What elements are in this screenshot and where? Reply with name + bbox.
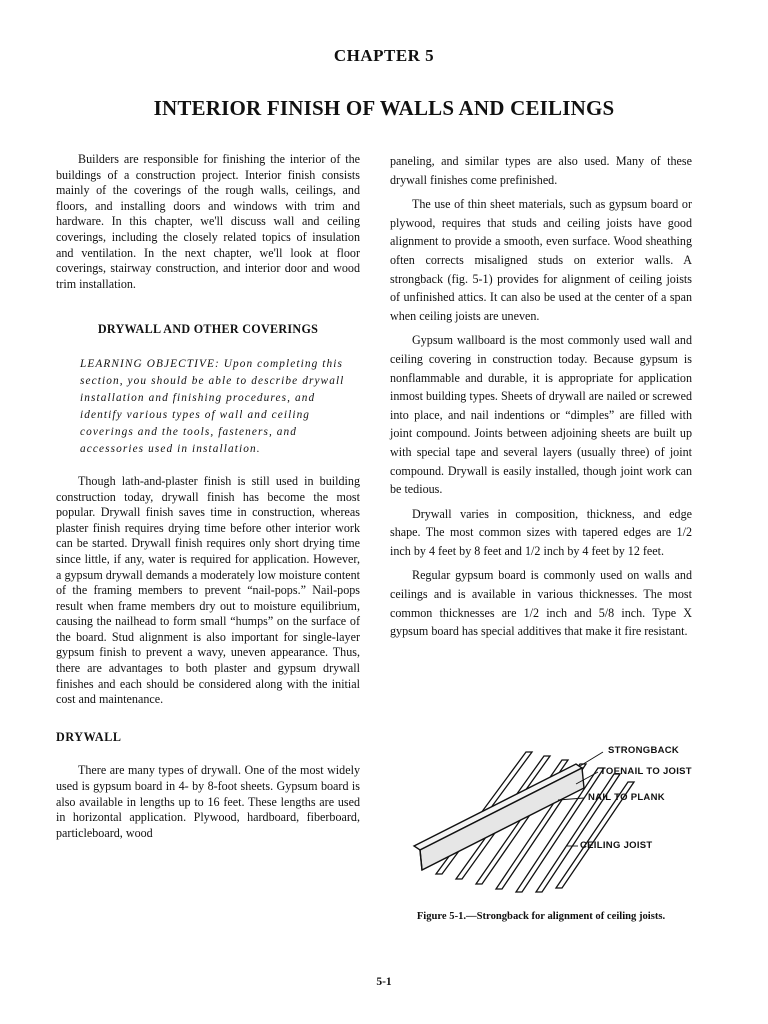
ceiling-joist-label: CEILING JOIST	[580, 840, 653, 851]
thin-sheet-paragraph: The use of thin sheet materials, such as gypsum board or plywood, requires that studs and ceiling joists have good alignment to provide a smooth, even surface. Wood sheathing often corrects misaligned studs on exterior walls. A strongback (fig. 5-1) provides for alignment of ceiling joists of unfinished attics. It can also be used at the center of a span when ceiling joists are uneven.	[390, 197, 692, 323]
left-column	[56, 152, 360, 841]
learning-objective: LEARNING OBJECTIVE: Upon completing this section, you should be able to describe drywall installation and finishing procedures, and identify various types of wall and ceiling coverings and the tools, fasteners, and accessories used in installation.	[80, 357, 345, 455]
intro-paragraph: Builders are responsible for finishing the interior of the buildings of a construction project. Interior finish consists mainly of the coverings of the rough walls, ceilings, and floors, and installing doors and windows with trim and hardware. In this chapter, we'll discuss wall and ceiling coverings, including the closely related topics of insulation and ventilation. In the next chapter, we'll look at floor coverings, stairway construction, and interior door and wood trim installation.	[56, 152, 360, 291]
right-column	[390, 152, 692, 647]
paneling-paragraph: paneling, and similar types are also used. Many of these drywall finishes come prefinished.	[390, 154, 692, 187]
drywall-sizes-paragraph: Drywall varies in composition, thickness, and edge shape. The most common sizes with tapered edges are 1/2 inch by 4 feet by 8 feet and 1/2 inch by 4 feet by 12 feet.	[390, 506, 692, 558]
gypsum-wallboard-paragraph: Gypsum wallboard is the most commonly used wall and ceiling covering in construction today. Because gypsum is nonflammable and durable, it is appropriate for application inmost building types. Sheets of drywall are nailed or screwed into place, and nail indentions or “dimples” are filled with joint compound. Joints between adjoining sheets are built up with special tape and several layers (usually three) of joint compound. Drywall is easily installed, though joint work can be tedious.	[390, 333, 692, 497]
chapter-title: INTERIOR FINISH OF WALLS AND CEILINGS	[153, 96, 615, 120]
regular-gypsum-paragraph: Regular gypsum board is commonly used on walls and ceilings and is available in various thicknesses. The most common thicknesses are 1/2 inch and 5/8 inch. Type X gypsum board has special additives that make it fire resistant.	[390, 568, 692, 639]
section-heading: DRYWALL AND OTHER COVERINGS	[97, 322, 319, 337]
figure-caption: Figure 5-1.—Strongback for alignment of ceiling joists.	[416, 911, 666, 922]
toenail-label: TOENAIL TO JOIST	[600, 766, 692, 777]
nail-plank-label: NAIL TO PLANK	[588, 792, 665, 803]
lath-plaster-paragraph: Though lath-and-plaster finish is still used in building construction today, drywall finish has become the most popular. Drywall finish saves time in construction, whereas plaster finish requires drying time before other interior work can be started. Drywall finish requires only short drying time since little, if any, water is required for application. However, a gypsum drywall demands a moderately low moisture content of the framing members to prevent “nail-pops.” Nail-pops result when frame members dry out to moisture equilibrium, causing the nailhead to form small “humps” on the surface of the board. Stud alignment is also important for single-layer gypsum finish to prevent a wavy, uneven appearance. Thus, there are advantages to both plaster and gypsum drywall finishes and each should be considered along with the initial cost and maintenance.	[56, 473, 360, 707]
drywall-types-paragraph: There are many types of drywall. One of the most widely used is gypsum board in 4- by 8-foot sheets. Gypsum board is also available in lengths up to 16 feet. These lengths are used in horizontal application. Plywood, hardboard, fiberboard, particleboard, wood	[56, 763, 360, 840]
page-number: 5-1	[376, 976, 392, 988]
strongback-label: STRONGBACK	[608, 745, 680, 756]
strongback-figure	[398, 742, 698, 902]
drywall-subheading: DRYWALL	[56, 729, 122, 744]
chapter-number: CHAPTER 5	[333, 46, 435, 65]
